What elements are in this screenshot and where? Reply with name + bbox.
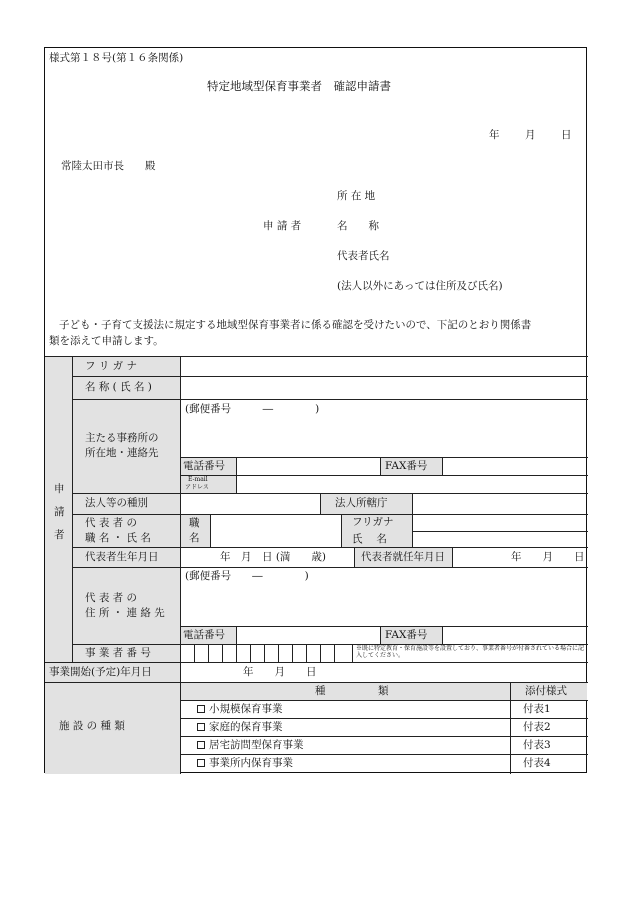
addressee: 常陸太田市長 殿 — [61, 160, 156, 172]
attachment-header: 添付様式 — [525, 685, 567, 697]
facility-option-home-based[interactable]: 家庭的保育事業 — [197, 722, 283, 733]
rep-name-label: 氏 名 — [352, 533, 387, 545]
side-label-3: 者 — [54, 529, 65, 541]
applicant-label: 申 請 者 — [263, 220, 302, 232]
phone2-label: 電話番号 — [183, 629, 225, 641]
facility-attachment-4: 付表4 — [523, 757, 551, 769]
applicant-name-label: 名 称 — [337, 220, 379, 232]
rep-title-label-2: 職 名 ・ 氏 名 — [85, 532, 151, 544]
form-number: 様式第１８号(第１６条関係) — [49, 52, 184, 64]
facility-type-header: 種 類 — [315, 685, 389, 697]
rep-furigana-label: フリガナ — [352, 516, 394, 528]
rep-tenure-label: 代表者就任年月日 — [361, 551, 445, 563]
rep-address-label-1: 代 表 者 の — [85, 592, 138, 604]
checkbox-icon[interactable] — [197, 723, 205, 731]
rep-birth-label: 代表者生年月日 — [85, 551, 159, 563]
facility-option-small-scale[interactable]: 小規模保育事業 — [197, 704, 283, 715]
body-text-line2: 類を添えて申請します。 — [49, 335, 164, 347]
name-label: 名 称 ( 氏 名 ) — [85, 381, 152, 393]
postal-code-field-2: (郵便番号 ― ) — [185, 570, 309, 582]
fax2-label: FAX番号 — [385, 629, 428, 641]
side-label-2: 請 — [54, 506, 65, 518]
job-label-2: 名 — [189, 532, 200, 544]
email-label-2: アドレス — [185, 484, 209, 491]
facility-attachment-3: 付表3 — [523, 739, 551, 751]
applicant-representative-label: 代表者氏名 — [337, 250, 390, 262]
business-number-label: 事 業 者 番 号 — [85, 647, 151, 659]
date-month: 月 — [525, 129, 536, 141]
applicant-note: (法人以外にあっては住所及び氏名) — [337, 280, 503, 292]
main-office-label-1: 主たる事務所の — [85, 432, 159, 444]
facility-type-label: 施 設 の 種 類 — [59, 720, 125, 732]
checkbox-icon[interactable] — [197, 705, 205, 713]
corp-authority-label: 法人所轄庁 — [335, 497, 388, 509]
postal-code-field: (郵便番号 ― ) — [185, 403, 320, 415]
phone-label: 電話番号 — [183, 460, 225, 472]
date-day: 日 — [561, 129, 572, 141]
application-form — [44, 47, 587, 773]
applicant-location-label: 所 在 地 — [337, 190, 376, 202]
start-date-label: 事業開始(予定)年月日 — [49, 666, 152, 678]
corp-type-label: 法人等の種別 — [85, 497, 148, 509]
facility-option-workplace[interactable]: 事業所内保育事業 — [197, 758, 293, 769]
side-label-1: 申 — [54, 483, 65, 495]
facility-attachment-1: 付表1 — [523, 703, 551, 715]
email-label-1: E-mail — [188, 476, 208, 483]
body-text-line1: 子ども・子育て支援法に規定する地域型保育事業者に係る確認を受けたいので、下記のとおり関係書 — [59, 319, 532, 331]
fax-label: FAX番号 — [385, 460, 428, 472]
date-year: 年 — [489, 129, 500, 141]
rep-tenure-value: 年 月 日 — [511, 551, 585, 563]
business-number-note: ※既に特定教育・保育施設等を設置しており、事業者番号が付番されている場合に記入してください。 — [356, 645, 585, 659]
facility-option-home-visit[interactable]: 居宅訪問型保育事業 — [197, 740, 304, 751]
main-office-label-2: 所在地・連絡先 — [85, 447, 159, 459]
facility-attachment-2: 付表2 — [523, 721, 551, 733]
start-date-value: 年 月 日 — [243, 666, 317, 678]
checkbox-icon[interactable] — [197, 741, 205, 749]
rep-title-label-1: 代 表 者 の — [85, 517, 138, 529]
furigana-label: フ リ ガ ナ — [85, 360, 138, 372]
checkbox-icon[interactable] — [197, 759, 205, 767]
rep-address-label-2: 住 所 ・ 連 絡 先 — [85, 607, 165, 619]
job-label-1: 職 — [189, 517, 200, 529]
form-title: 特定地域型保育事業者 確認申請書 — [207, 79, 391, 93]
rep-birth-value: 年 月 日 (満 歳) — [220, 551, 327, 563]
